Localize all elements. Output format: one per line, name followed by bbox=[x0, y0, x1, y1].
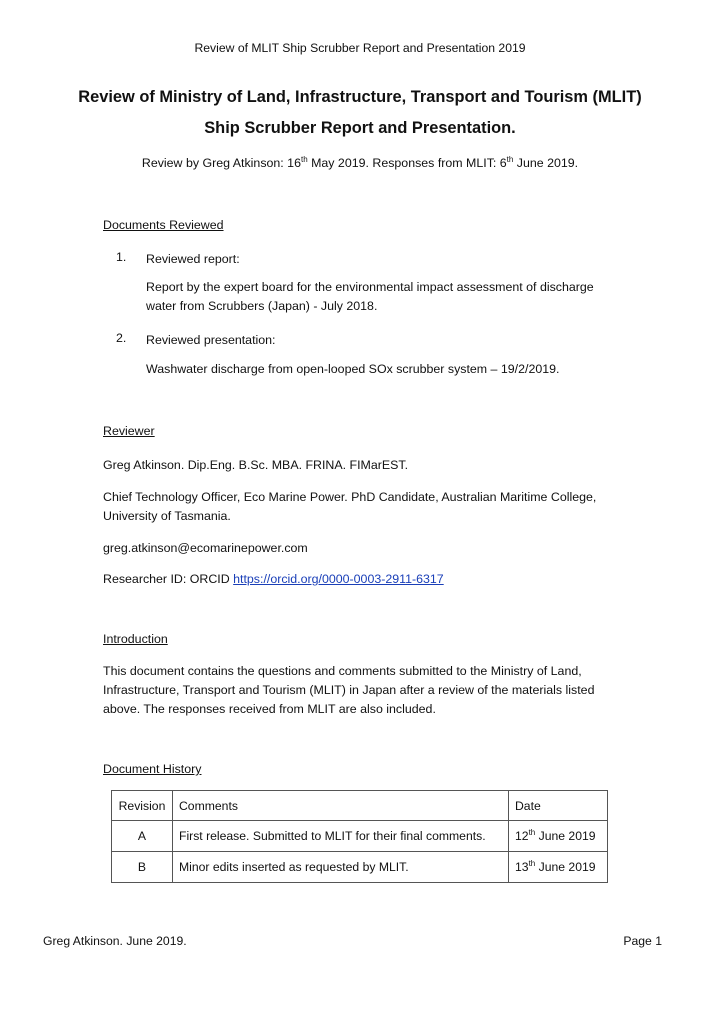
list-item-detail: Washwater discharge from open-looped SOx scrubber system – 19/2/2019. bbox=[146, 362, 560, 376]
review-dates-line bbox=[0, 156, 720, 170]
document-title-line1: Review of Ministry of Land, Infrastructure, Transport and Tourism (MLIT) bbox=[78, 88, 642, 106]
date-day: 12 bbox=[515, 829, 529, 843]
date-sup: th bbox=[528, 859, 536, 868]
column-header-date: Date bbox=[509, 791, 608, 821]
review-sup1: th bbox=[300, 155, 308, 164]
column-header-revision: Revision bbox=[112, 791, 173, 821]
column-header-comments: Comments bbox=[173, 791, 509, 821]
list-item-number: 1. bbox=[116, 250, 127, 264]
researcher-id-line bbox=[103, 570, 608, 589]
revision-cell: A bbox=[112, 821, 173, 852]
list-item-label: Reviewed report: bbox=[146, 252, 240, 266]
comment-cell: First release. Submitted to MLIT for their final comments. bbox=[173, 821, 509, 852]
document-history-table bbox=[111, 790, 608, 883]
reviewer-heading: Reviewer bbox=[103, 424, 155, 438]
reviewer-position: Chief Technology Officer, Eco Marine Power. PhD Candidate, Australian Maritime College, University of Tasmania. bbox=[103, 490, 597, 523]
footer-page-number: Page 1 bbox=[623, 934, 662, 948]
review-text-part1: Review by Greg Atkinson: 16 bbox=[141, 156, 301, 170]
date-rest: June 2019 bbox=[535, 860, 596, 874]
date-cell bbox=[509, 852, 608, 883]
review-text-part2: May 2019. Responses from MLIT: 6 bbox=[307, 156, 507, 170]
review-text-part3: June 2019. bbox=[513, 156, 579, 170]
footer-author-date: Greg Atkinson. June 2019. bbox=[43, 934, 187, 948]
date-rest: June 2019 bbox=[535, 829, 596, 843]
date-sup: th bbox=[528, 828, 536, 837]
introduction-heading: Introduction bbox=[103, 632, 168, 646]
document-history-heading: Document History bbox=[103, 762, 202, 776]
list-item-number: 2. bbox=[116, 331, 127, 345]
table-header-row bbox=[112, 791, 608, 821]
orcid-link[interactable]: https://orcid.org/0000-0003-2911-6317 bbox=[233, 572, 444, 586]
documents-reviewed-heading: Documents Reviewed bbox=[103, 218, 224, 232]
document-title-line2: Ship Scrubber Report and Presentation. bbox=[204, 119, 516, 137]
table-row bbox=[112, 852, 608, 883]
reviewer-email: greg.atkinson@ecomarinepower.com bbox=[103, 541, 308, 555]
revision-cell: B bbox=[112, 852, 173, 883]
reviewer-credentials: Greg Atkinson. Dip.Eng. B.Sc. MBA. FRINA. FIMarEST. bbox=[103, 458, 409, 472]
comment-cell: Minor edits inserted as requested by MLIT. bbox=[173, 852, 509, 883]
date-cell bbox=[509, 821, 608, 852]
table-row bbox=[112, 821, 608, 852]
introduction-text: This document contains the questions and comments submitted to the Ministry of Land, Infrastructure, Transport and Tourism (MLIT) in Japan after a review of the materials listed above. The responses received from MLIT are also included. bbox=[103, 664, 595, 716]
list-item-detail: Report by the expert board for the environmental impact assessment of discharge water from Scrubbers (Japan) - July 2018. bbox=[146, 280, 594, 313]
list-item-label: Reviewed presentation: bbox=[146, 333, 276, 347]
researcher-id-label: Researcher ID: ORCID bbox=[103, 572, 234, 586]
review-sup2: th bbox=[506, 155, 514, 164]
running-header: Review of MLIT Ship Scrubber Report and Presentation 2019 bbox=[194, 41, 526, 55]
date-day: 13 bbox=[515, 860, 529, 874]
